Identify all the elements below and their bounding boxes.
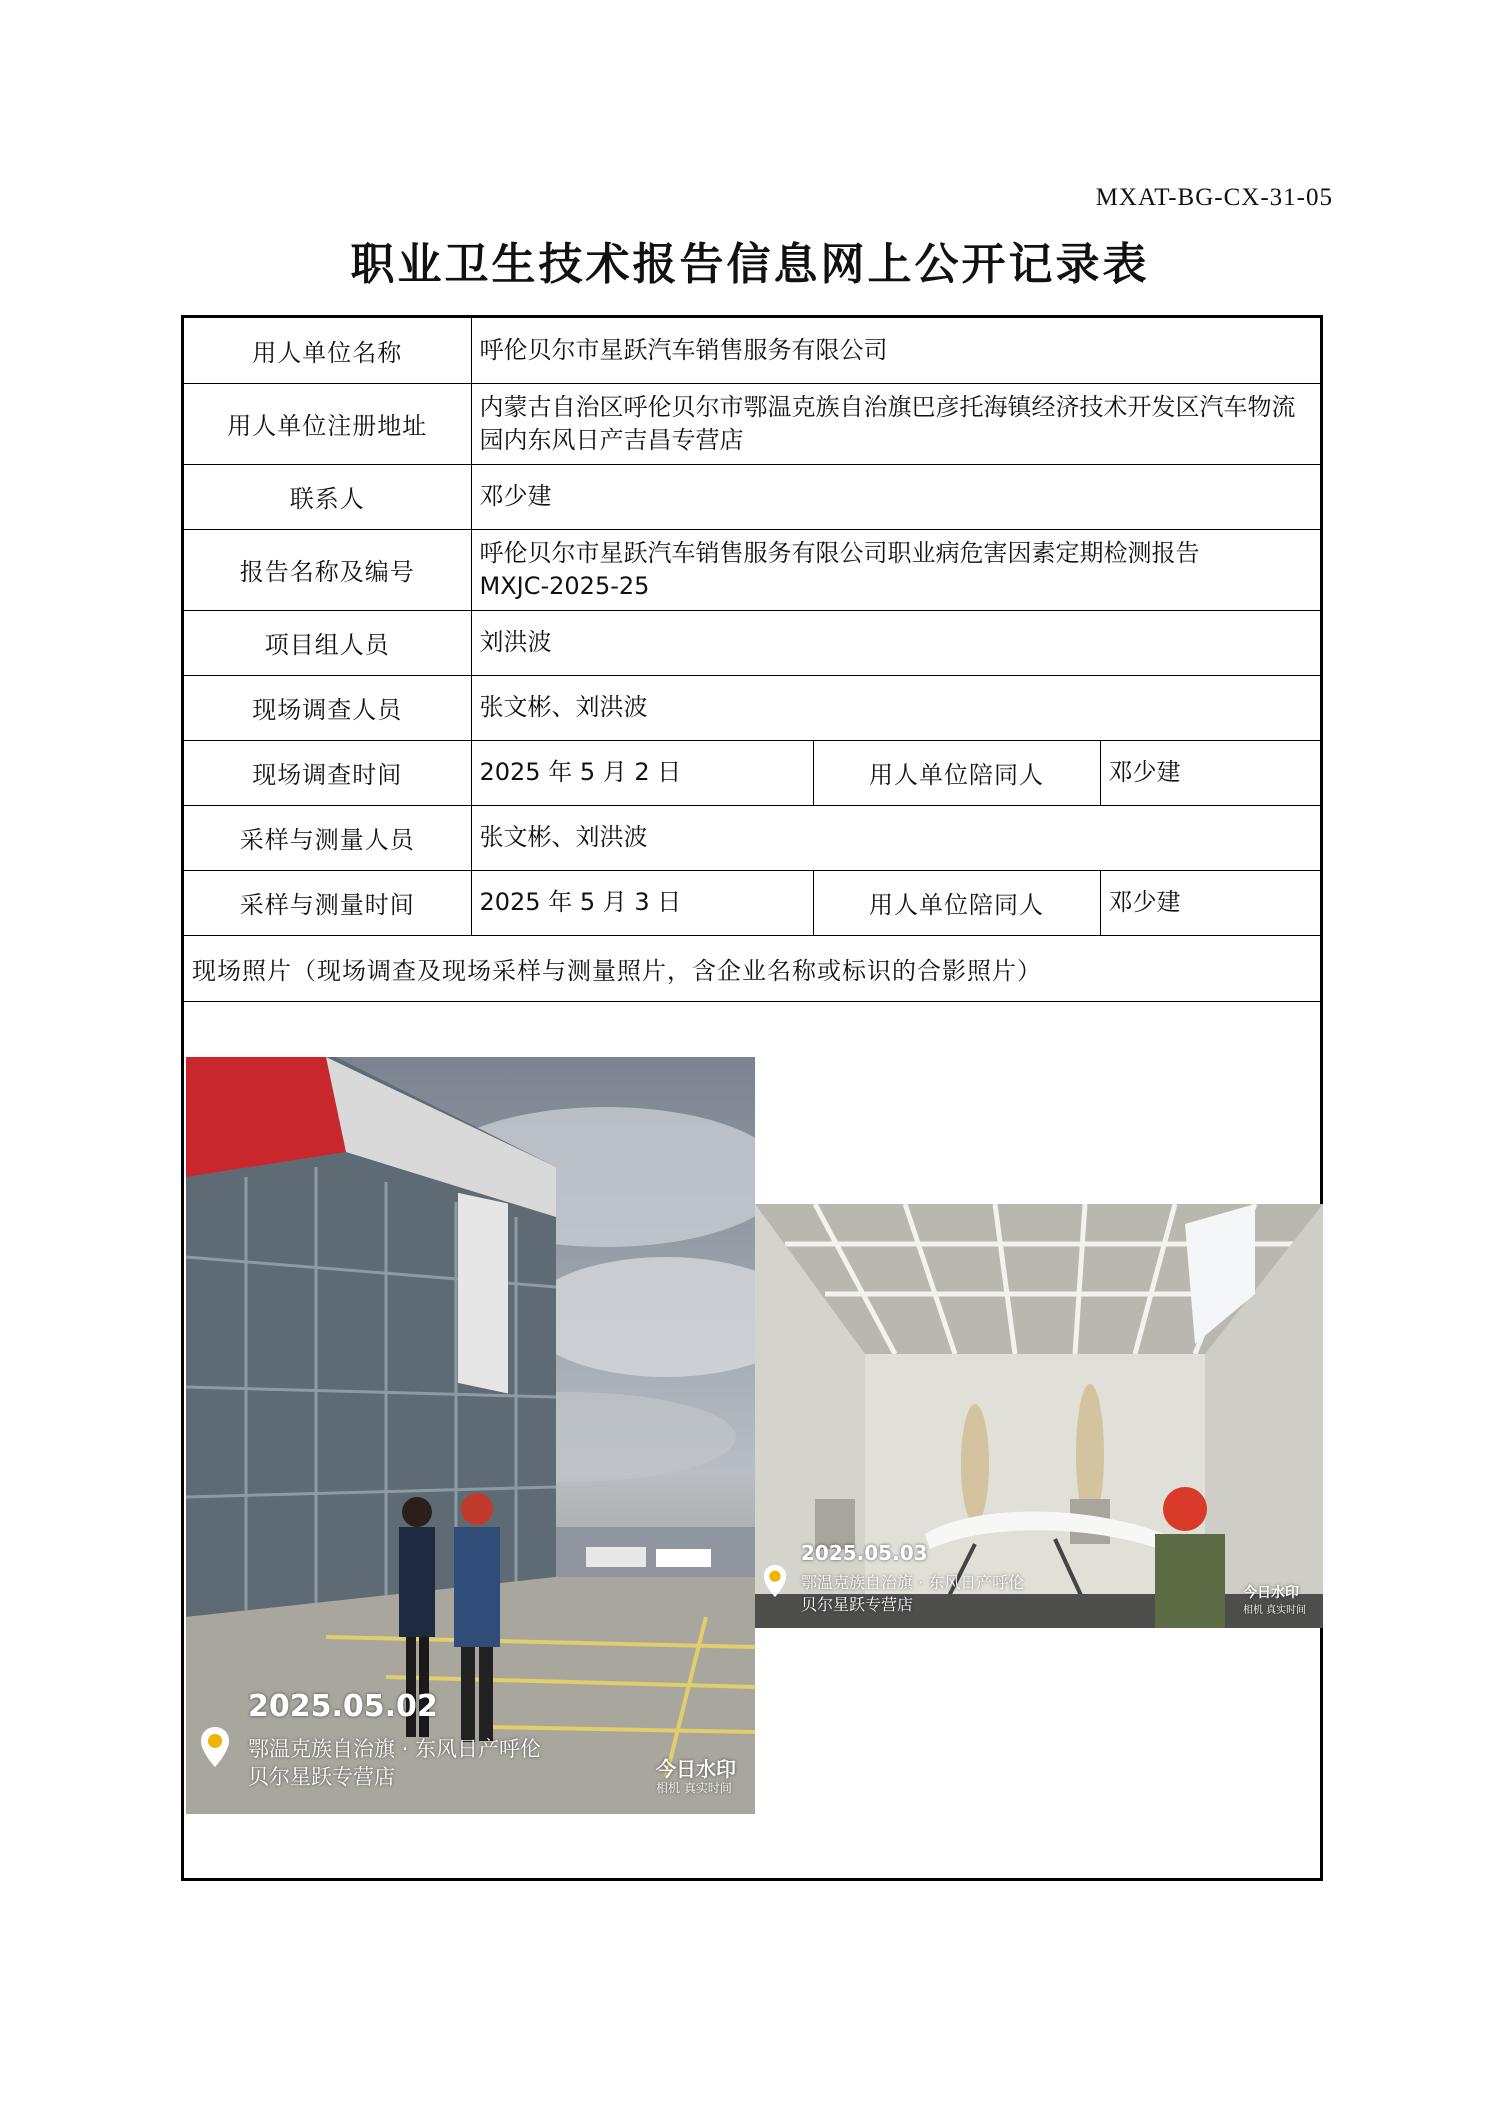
document-title: 职业卫生技术报告信息网上公开记录表 bbox=[350, 239, 1150, 290]
document-code: MXAT-BG-CX-31-05 bbox=[1095, 184, 1333, 211]
location-pin-icon bbox=[763, 1564, 787, 1598]
photo1-date: 2025.05.02 bbox=[248, 1688, 438, 1724]
project-team-label: 项目组人员 bbox=[184, 610, 471, 675]
sampling-time-label: 采样与测量时间 bbox=[184, 870, 471, 935]
photo2-location-line1: 鄂温克族自治旗 · 东风日产呼伦 bbox=[801, 1572, 1025, 1592]
sampling-time-value: 2025 年 5 月 3 日 bbox=[471, 870, 813, 935]
photo1-location-line1: 鄂温克族自治旗 · 东风日产呼伦 bbox=[248, 1736, 542, 1761]
photo1-location-line2: 贝尔星跃专营店 bbox=[248, 1764, 395, 1789]
survey-staff-label: 现场调查人员 bbox=[184, 675, 471, 740]
contact-label: 联系人 bbox=[184, 464, 471, 529]
report-label: 报告名称及编号 bbox=[184, 529, 471, 610]
survey-escort-label: 用人单位陪同人 bbox=[813, 740, 1100, 805]
employer-name-value: 呼伦贝尔市星跃汽车销售服务有限公司 bbox=[471, 318, 1320, 383]
employer-address-label: 用人单位注册地址 bbox=[184, 383, 471, 464]
row-sampling-time bbox=[184, 870, 1320, 935]
sampling-staff-value: 张文彬、刘洪波 bbox=[471, 805, 1320, 870]
photo2-date: 2025.05.03 bbox=[801, 1540, 928, 1565]
survey-escort-value: 邓少建 bbox=[1100, 740, 1320, 805]
photo2-watermark-sub: 相机 真实时间 bbox=[1243, 1604, 1307, 1616]
photos-note: 现场照片（现场调查及现场采样与测量照片，含企业名称或标识的合影照片） bbox=[184, 935, 1320, 1001]
row-sampling-staff bbox=[184, 805, 1320, 870]
row-survey-time bbox=[184, 740, 1320, 805]
photo2-location-line2: 贝尔星跃专营店 bbox=[801, 1594, 914, 1614]
report-name: 呼伦贝尔市星跃汽车销售服务有限公司职业病危害因素定期检测报告 bbox=[479, 538, 1200, 567]
survey-time-label: 现场调查时间 bbox=[184, 740, 471, 805]
report-number: MXJC-2025-25 bbox=[479, 571, 650, 600]
contact-value: 邓少建 bbox=[471, 464, 1320, 529]
employer-address-value: 内蒙古自治区呼伦贝尔市鄂温克族自治旗巴彦托海镇经济技术开发区汽车物流园内东风日产吉昌专营店 bbox=[471, 383, 1320, 464]
row-project-team bbox=[184, 610, 1320, 675]
employer-name-label: 用人单位名称 bbox=[184, 318, 471, 383]
report-value bbox=[471, 529, 1320, 610]
storefront-photo bbox=[186, 1057, 755, 1814]
project-team-value: 刘洪波 bbox=[471, 610, 1320, 675]
sampling-escort-label: 用人单位陪同人 bbox=[813, 870, 1100, 935]
row-contact bbox=[184, 464, 1320, 529]
record-table bbox=[184, 318, 1320, 1002]
sampling-escort-value: 邓少建 bbox=[1100, 870, 1320, 935]
record-form bbox=[181, 315, 1323, 1881]
row-survey-staff bbox=[184, 675, 1320, 740]
sampling-staff-label: 采样与测量人员 bbox=[184, 805, 471, 870]
location-pin-icon bbox=[200, 1726, 230, 1768]
row-employer-address bbox=[184, 383, 1320, 464]
spray-booth-photo bbox=[755, 1204, 1323, 1628]
photos-area bbox=[184, 1002, 1320, 1876]
survey-staff-value: 张文彬、刘洪波 bbox=[471, 675, 1320, 740]
survey-time-value: 2025 年 5 月 2 日 bbox=[471, 740, 813, 805]
photo1-watermark-sub: 相机 真实时间 bbox=[656, 1780, 732, 1795]
row-employer-name bbox=[184, 318, 1320, 383]
row-report bbox=[184, 529, 1320, 610]
photo1-watermark-brand: 今日水印 bbox=[656, 1756, 736, 1781]
row-photos-note bbox=[184, 935, 1320, 1001]
photo2-watermark-brand: 今日水印 bbox=[1243, 1584, 1299, 1601]
